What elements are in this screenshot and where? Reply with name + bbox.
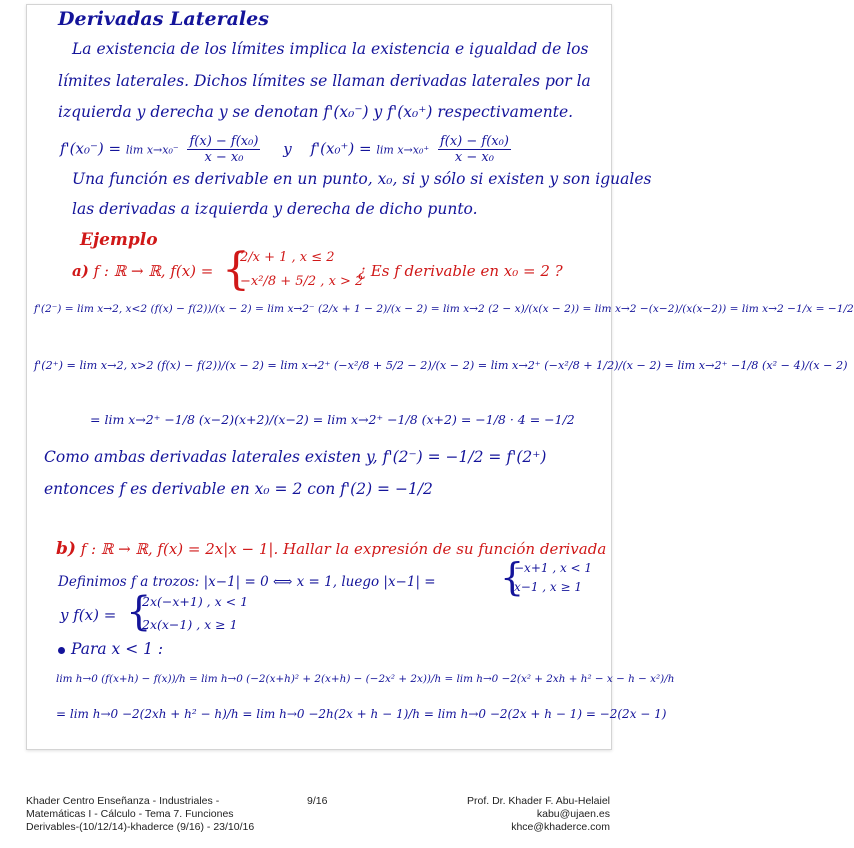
part-a-right-derivative-continued: = lim x→2⁺ −1/8 (x−2)(x+2)/(x−2) = lim x→2⁺ −1/8 (x+2) = −1/8 · 4 = −1/2	[90, 412, 575, 427]
part-a-label: a)	[72, 262, 89, 280]
right-derivative-fraction	[438, 134, 511, 165]
statement-line-2: las derivadas a izquierda y derecha de dicho punto.	[72, 200, 478, 218]
definition-conjunction: y	[283, 139, 292, 158]
part-b-f-lhs: y f(x) =	[60, 606, 117, 624]
part-a-case-2: −x²/8 + 5/2 , x > 2	[240, 274, 364, 289]
right-derivative-lhs: f'(x₀⁺) =	[310, 139, 372, 158]
left-derivative-denominator: x − x₀	[204, 150, 244, 165]
footer-right	[467, 795, 610, 834]
statement-line-1: Una función es derivable en un punto, x₀, si y sólo si existen y son iguales	[72, 170, 652, 188]
footer-left-line-1: Khader Centro Enseñanza - Industriales -	[26, 795, 220, 807]
part-a-brace-icon: {	[222, 244, 250, 295]
definition-formula	[60, 134, 515, 165]
intro-line-1: La existencia de los límites implica la existencia e igualdad de los	[72, 40, 589, 58]
left-derivative-numerator: f(x) − f(x₀)	[189, 134, 259, 149]
left-derivative-lim: lim x→x₀⁻	[125, 143, 179, 157]
right-derivative-lim: lim x→x₀⁺	[376, 143, 430, 157]
page-title: Derivadas Laterales	[58, 8, 269, 30]
part-a-conclusion-2: entonces f es derivable en x₀ = 2 con f'(2) = −1/2	[44, 480, 433, 498]
part-b-bullet-item	[58, 640, 163, 658]
footer-email-2: khce@khaderce.com	[511, 821, 610, 833]
footer-left-line-2: Matemáticas I - Cálculo - Tema 7. Funciones	[26, 808, 234, 820]
part-a-conclusion-1: Como ambas derivadas laterales existen y, f'(2⁻) = −1/2 = f'(2⁺)	[44, 448, 547, 466]
f-brace-icon: {	[126, 589, 152, 635]
part-b-define: Definimos f a trozos: |x−1| = 0 ⟺ x = 1, luego |x−1| =	[58, 574, 436, 590]
footer-left	[26, 795, 254, 834]
part-a-function: f : ℝ → ℝ, f(x) =	[93, 262, 214, 280]
part-b-limit-1: lim h→0 (f(x+h) − f(x))/h = lim h→0 (−2(x+h)² + 2(x+h) − (−2x² + 2x))/h = lim h→0 −2(x² + 2xh + h² − x − h − x²)/h	[56, 673, 675, 685]
intro-line-3: izquierda y derecha y se denotan f'(x₀⁻) y f'(x₀⁺) respectivamente.	[58, 103, 574, 121]
part-a-left-derivative: f'(2⁻) = lim x→2, x<2 (f(x) − f(2))/(x − 2) = lim x→2⁻ (2/x + 1 − 2)/(x − 2) = lim x→2 (2 − x)/(x(x − 2)) = lim x→2 −(x−2)/(x(x−2)) = lim x→2 −1/x = −1/2	[34, 303, 854, 315]
f-case-2: 2x(x−1) , x ≥ 1	[142, 617, 238, 632]
footer-page-number: 9/16	[307, 795, 328, 807]
footer-left-line-3: Derivables-(10/12/14)-khaderce (9/16) - 23/10/16	[26, 821, 255, 833]
footer-author: Prof. Dr. Khader F. Abu-Helaiel	[467, 795, 610, 807]
part-b-limit-2: = lim h→0 −2(2xh + h² − h)/h = lim h→0 −2h(2x + h − 1)/h = lim h→0 −2(2x + h − 1) = −2(2x − 1)	[56, 707, 667, 721]
left-derivative-fraction	[187, 134, 260, 165]
right-derivative-denominator: x − x₀	[454, 150, 494, 165]
f-case-1: 2x(−x+1) , x < 1	[142, 594, 249, 609]
part-b-label: b)	[56, 539, 76, 559]
bullet-text: Para x < 1 :	[71, 640, 164, 658]
part-a-question: ¿ Es f derivable en x₀ = 2 ?	[358, 262, 563, 280]
footer-email-1: kabu@ujaen.es	[536, 808, 610, 820]
part-a-case-1: 2/x + 1 , x ≤ 2	[240, 250, 335, 265]
part-b-text: f : ℝ → ℝ, f(x) = 2x|x − 1|. Hallar la expresión de su función derivada	[80, 540, 607, 558]
abs-case-2: x−1 , x ≥ 1	[514, 580, 582, 594]
part-a-right-derivative: f'(2⁺) = lim x→2, x>2 (f(x) − f(2))/(x − 2) = lim x→2⁺ (−x²/8 + 5/2 − 2)/(x − 2) = lim x→2⁺ (−x²/8 + 1/2)/(x − 2) = lim x→2⁺ −1/8 (x² − 4)/(x − 2)	[34, 359, 848, 372]
right-derivative-numerator: f(x) − f(x₀)	[439, 134, 509, 149]
abs-brace-icon: {	[500, 555, 525, 599]
intro-line-2: límites laterales. Dichos límites se llaman derivadas laterales por la	[58, 72, 591, 90]
part-a-definition	[72, 262, 213, 280]
abs-case-1: −x+1 , x < 1	[514, 561, 593, 575]
left-derivative-lhs: f'(x₀⁻) =	[60, 139, 122, 158]
bullet-icon	[58, 647, 65, 654]
example-heading: Ejemplo	[80, 230, 158, 250]
